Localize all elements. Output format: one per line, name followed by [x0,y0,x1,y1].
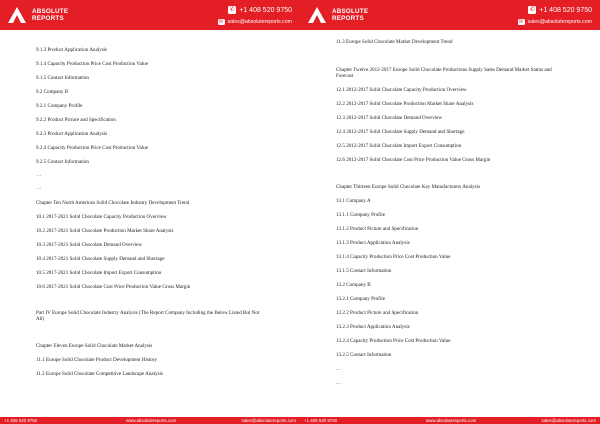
toc-item: 9.2 Company B [36,89,69,95]
toc-item: 10.6 2017-2021 Solid Chocolate Cost Price Production Value Gross Margin [36,284,191,290]
page-footer [300,417,600,424]
toc-item: 9.2.3 Product Application Analysis [36,131,108,137]
phone-icon: ✆ [529,6,535,13]
toc-item: 13.1.2 Product Picture and Specification [336,226,419,232]
toc-item: 10.5 2017-2021 Solid Chocolate Import Export Consumption [36,270,162,276]
absolute-reports-logo-icon [6,5,28,25]
envelope-icon: ✉ [519,19,524,25]
toc-item: 12.2 2012-2017 Solid Chocolate Production Market Share Analysis [336,101,474,107]
toc-chapter-heading: Chapter Eleven Europe Solid Chocolate Market Analysis [36,343,153,349]
toc-chapter-heading: Chapter Ten North American Solid Chocolate Industry Development Trend [36,200,190,206]
phone-icon: ✆ [229,6,235,13]
toc-item: 13.2.1 Company Profile [336,296,385,302]
toc-item: … [336,366,342,372]
toc-item: 12.6 2012-2017 Solid Chocolate Cost Price Production Value Gross Margin [336,157,491,163]
toc-item: 13.1.3 Product Application Analysis [336,240,410,246]
header-email[interactable]: sales@absolutereports.com [227,19,292,25]
toc-item: … [36,172,42,178]
toc-item: 13.2 Company B [336,282,371,288]
toc-item: 12.1 2012-2017 Solid Chocolate Capacity Production Overview [336,87,467,93]
footer-website[interactable]: www.absolutereports.com [126,418,177,423]
toc-item: 10.1 2017-2021 Solid Chocolate Capacity Production Overview [36,214,167,220]
header-phone: +1 408 520 9750 [239,6,292,14]
footer-email[interactable]: sales@absolutereports.com [541,418,596,423]
toc-item: 9.2.5 Contact Information [36,159,89,165]
footer-website[interactable]: www.absolutereports.com [426,418,477,423]
toc-chapter-heading: Chapter Twelve 2012-2017 Europe Solid Chocolate Productions Supply Sales Demand Market Status and Forecast [336,67,552,79]
toc-item: 9.1.3 Product Application Analysis [36,47,108,53]
header-contact [218,5,292,27]
toc-item: 13.1.1 Company Profile [336,212,385,218]
toc-chapter-heading: Chapter Thirteen Europe Solid Chocolate Key Manufacturers Analysis [336,184,481,190]
toc-item: 10.3 2017-2021 Solid Chocolate Demand Overview [36,242,143,248]
toc-item: 13.1.5 Contact Information [336,268,392,274]
toc-item: 9.2.1 Company Profile [36,103,83,109]
toc-item: 11.1 Europe Solid Chocolate Product Development History [36,357,158,363]
toc-item: 11.2 Europe Solid Chocolate Competitive Landscape Analysis [36,371,163,377]
page-footer [0,417,300,424]
brand-name: ABSOLUTE REPORTS [32,8,69,22]
footer-phone: +1 408 520 9750 [4,418,38,423]
toc-item: 10.2 2017-2021 Solid Chocolate Production Market Share Analysis [36,228,174,234]
page-header [300,0,600,30]
absolute-reports-logo-icon [306,5,328,25]
footer-phone: +1 408 520 9750 [304,418,338,423]
page-header [0,0,300,30]
toc-item: 9.2.4 Capacity Production Price Cost Production Value [36,145,148,151]
brand-name: ABSOLUTE REPORTS [332,8,369,22]
header-phone: +1 408 520 9750 [539,6,592,14]
toc-item: 9.1.5 Contact Information [36,75,89,81]
toc-part-heading: Part IV Europe Solid Chocolate Industry Analysis (The Report Company Including the Below Listed But Not All) [36,310,260,322]
envelope-icon: ✉ [219,19,224,25]
toc-item: 13.1.4 Capacity Production Price Cost Production Value [336,254,451,260]
header-email[interactable]: sales@absolutereports.com [527,19,592,25]
footer-email[interactable]: sales@absolutereports.com [241,418,296,423]
toc-item: 9.1.4 Capacity Production Price Cost Production Value [36,61,148,67]
toc-item: 13.2.2 Product Picture and Specification [336,310,419,316]
toc-item: 9.2.2 Product Picture and Specification [36,117,116,123]
header-contact [518,5,592,27]
toc-item: 13.2.3 Product Application Analysis [336,324,410,330]
toc-item: 11.3 Europe Solid Chocolate Market Development Trend [336,39,453,45]
toc-item: 12.4 2012-2017 Solid Chocolate Supply Demand and Shortage [336,129,465,135]
toc-item: 13.2.5 Contact Information [336,352,392,358]
toc-item: … [336,380,342,386]
toc-item: … [36,185,42,191]
right-page [300,0,600,424]
toc-item: 10.4 2017-2021 Solid Chocolate Supply Demand and Shortage [36,256,165,262]
toc-item: 12.5 2012-2017 Solid Chocolate Import Export Consumption [336,143,462,149]
toc-item: 13.1 Company A [336,198,371,204]
toc-item: 13.2.4 Capacity Production Price Cost Production Value [336,338,451,344]
toc-item: 12.3 2012-2017 Solid Chocolate Demand Overview [336,115,443,121]
